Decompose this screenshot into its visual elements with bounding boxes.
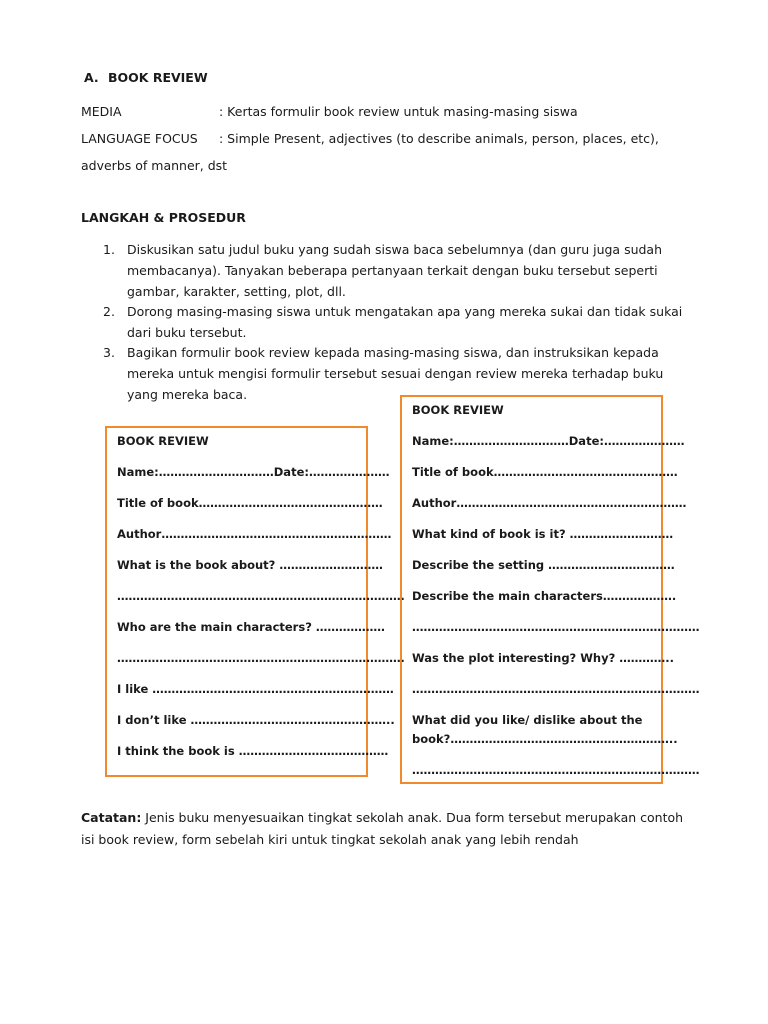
step-line: yang mereka baca.	[127, 387, 248, 402]
procedure-heading: LANGKAH & PROSEDUR	[81, 210, 246, 225]
form-field-main-characters: Describe the main characters……………….	[412, 589, 677, 603]
note-paragraph	[81, 810, 683, 825]
media-value: : Kertas formulir book review untuk masing-masing siswa	[219, 104, 578, 119]
form-field-plot: Was the plot interesting? Why? …………..	[412, 651, 675, 665]
form-field-like-dislike: What did you like/ dislike about the	[412, 713, 643, 727]
step-number: 2.	[103, 304, 115, 319]
step-line: Dorong masing-masing siswa untuk mengatakan apa yang mereka sukai dan tidak sukai	[127, 304, 683, 319]
form-field-name-date: Name:…………………………Date:…………………	[412, 434, 685, 448]
step-line: gambar, karakter, setting, plot, dll.	[127, 284, 346, 299]
step-line: mereka untuk mengisi formulir tersebut sesuai dengan review mereka terhadap buku	[127, 366, 664, 381]
note-label: Catatan:	[81, 810, 142, 825]
note-text-line-1: Jenis buku menyesuaikan tingkat sekolah anak. Dua form tersebut merupakan contoh	[141, 810, 684, 825]
language-focus-value: : Simple Present, adjectives (to describe animals, person, places, etc),	[219, 131, 659, 146]
form-field-blank-line: …………………………………………………………………	[412, 682, 700, 696]
form-field-blank-line: …………………………………………………………………	[117, 589, 405, 603]
language-focus-label: LANGUAGE FOCUS	[81, 131, 198, 146]
form-field-name-date: Name:…………………………Date:…………………	[117, 465, 390, 479]
form-field-title: Title of book…………………………………………	[412, 465, 678, 479]
step-line: Diskusikan satu judul buku yang sudah siswa baca sebelumnya (dan guru juga sudah	[127, 242, 663, 257]
form-field-kind-of-book: What kind of book is it? ………………………	[412, 527, 674, 541]
form-field-i-dont-like: I don’t like ……………………………………………..	[117, 713, 395, 727]
form-field-title: Title of book…………………………………………	[117, 496, 383, 510]
form-field-i-like: I like ………………………………………………………	[117, 682, 394, 696]
form-field-blank-line: …………………………………………………………………	[412, 620, 700, 634]
step-line: Bagikan formulir book review kepada masing-masing siswa, dan instruksikan kepada	[127, 345, 659, 360]
form-title: BOOK REVIEW	[412, 403, 504, 417]
section-title: BOOK REVIEW	[108, 70, 208, 85]
form-field-blank-line: …………………………………………………………………	[412, 763, 700, 777]
form-field-author: Author……………………………………………………	[117, 527, 392, 541]
step-number: 3.	[103, 345, 115, 360]
step-line: membacanya). Tanyakan beberapa pertanyaan terkait dengan buku tersebut seperti	[127, 263, 658, 278]
section-marker: A.	[84, 70, 99, 85]
language-focus-continued: adverbs of manner, dst	[81, 158, 228, 173]
step-number: 1.	[103, 242, 115, 257]
form-field-i-think: I think the book is …………………………………	[117, 744, 389, 758]
form-field-author: Author……………………………………………………	[412, 496, 687, 510]
form-title: BOOK REVIEW	[117, 434, 209, 448]
form-field-main-characters: Who are the main characters? ………………	[117, 620, 385, 634]
book-review-form-simple	[105, 426, 405, 777]
book-review-form-advanced	[400, 395, 700, 784]
form-field-setting: Describe the setting ……………………………	[412, 558, 675, 572]
form-field-like-dislike-cont: book?…………………………………………………..	[412, 732, 678, 746]
note-text-line-2: isi book review, form sebelah kiri untuk tingkat sekolah anak yang lebih rendah	[81, 832, 579, 847]
media-label: MEDIA	[81, 104, 122, 119]
step-line: dari buku tersebut.	[127, 325, 247, 340]
form-field-blank-line: …………………………………………………………………	[117, 651, 405, 665]
form-field-about: What is the book about? ………………………	[117, 558, 383, 572]
